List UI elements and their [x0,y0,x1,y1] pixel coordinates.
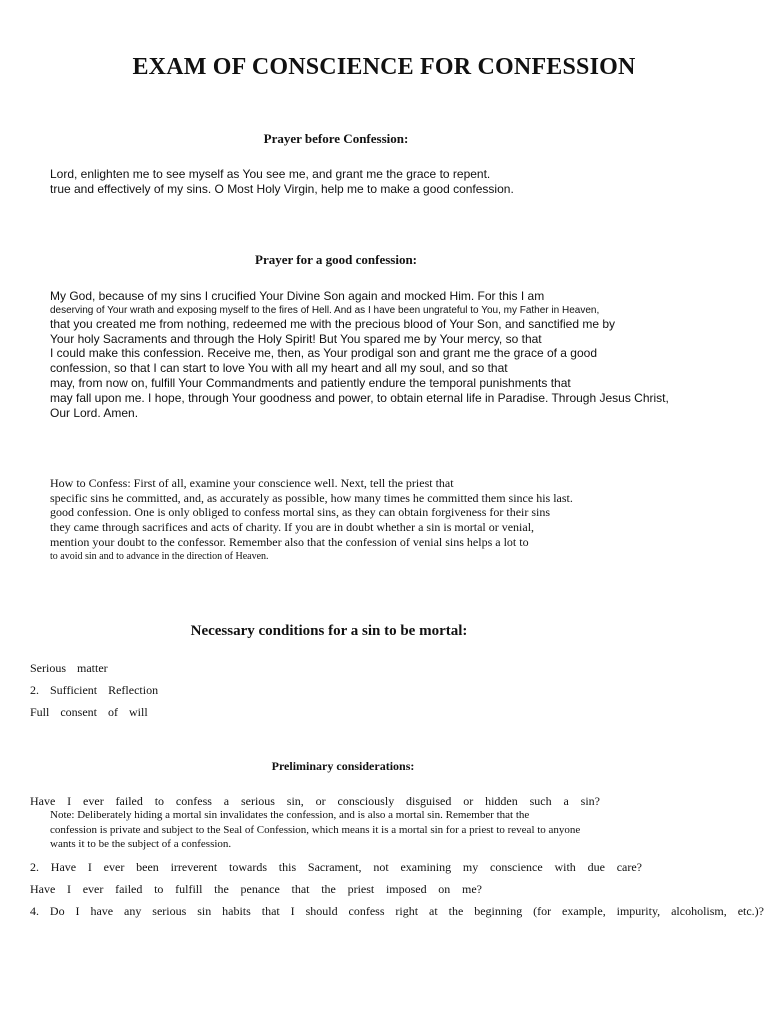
note-line: Note: Deliberately hiding a mortal sin invalidates the confession, and is also a mortal sin. Remember that the [50,809,530,821]
how-to-confess-line: How to Confess: First of all, examine your conscience well. Next, tell the priest that [50,476,454,490]
prayer-good-line: deserving of Your wrath and exposing myself to the fires of Hell. And as I have been ungrateful to You, my Father in Heaven, [50,304,600,316]
question-1-note [50,808,580,852]
prayer-before-text [50,167,514,197]
how-to-confess-line: mention your doubt to the confessor. Remember also that the confession of venial sins helps a lot to [50,534,529,549]
how-to-confess-line: specific sins he committed, and, as accurately as possible, how many times he committed them since his last. [50,490,573,505]
mortal-conditions-heading: Necessary conditions for a sin to be mortal: [190,623,468,639]
note-line: wants it to be the subject of a confession. [50,838,232,850]
question-4: 4. Do I have any serious sin habits that I should confess right at the beginning (for example, impurity, alcoholism, etc.)? [30,904,764,918]
question-2: 2. Have I ever been irreverent towards this Sacrament, not examining my conscience with due care? [30,860,642,874]
how-to-confess-line: they came through sacrifices and acts of charity. If you are in doubt whether a sin is mortal or venial, [50,520,535,535]
prayer-good-line: I could make this confession. Receive me, then, as Your prodigal son and grant me the grace of a good [50,346,598,361]
prayer-before-line: true and effectively of my sins. O Most Holy Virgin, help me to make a good confession. [50,181,514,196]
prayer-good-line: confession, so that I can start to love You with all my heart and all my soul, and so that [50,361,508,376]
prayer-good-heading: Prayer for a good confession: [255,252,417,267]
prayer-good-line: that you created me from nothing, redeemed me with the precious blood of Your Son, and sanctified me by [50,316,616,331]
mortal-condition-item: Serious matter [30,661,108,675]
how-to-confess-text [50,476,573,563]
prayer-good-line: My God, because of my sins I crucified Your Divine Son again and mocked Him. For this I am [50,289,545,303]
question-1: Have I ever failed to confess a serious sin, or consciously disguised or hidden such a sin? [30,794,600,808]
prayer-before-line: Lord, enlighten me to see myself as You see me, and grant me the grace to repent. [50,167,491,181]
note-line: confession is private and subject to the Seal of Confession, which means it is a mortal sin for a priest to reveal to anyone [50,823,581,836]
page-title: EXAM OF CONSCIENCE FOR CONFESSION [132,54,636,80]
prayer-good-line: may fall upon me. I hope, through Your goodness and power, to obtain eternal life in Paradise. Through Jesus Christ, [50,390,669,405]
question-3: Have I ever failed to fulfill the penance that the priest imposed on me? [30,882,482,896]
how-to-confess-line: good confession. One is only obliged to confess mortal sins, as they can obtain forgiveness for their sins [50,505,551,520]
prayer-good-line: Our Lord. Amen. [50,405,139,420]
prayer-good-text [50,289,669,420]
mortal-condition-item: Full consent of will [30,705,148,719]
prayer-good-line: may, from now on, fulfill Your Commandments and patiently endure the temporal punishments that [50,375,571,390]
prayer-good-line: Your holy Sacraments and through the Holy Spirit! But You spared me by Your mercy, so that [50,331,542,346]
mortal-condition-item: 2. Sufficient Reflection [30,683,159,697]
preliminary-heading: Preliminary considerations: [271,759,415,773]
how-to-confess-line: to avoid sin and to advance in the direction of Heaven. [50,550,269,562]
prayer-before-heading: Prayer before Confession: [263,131,409,146]
